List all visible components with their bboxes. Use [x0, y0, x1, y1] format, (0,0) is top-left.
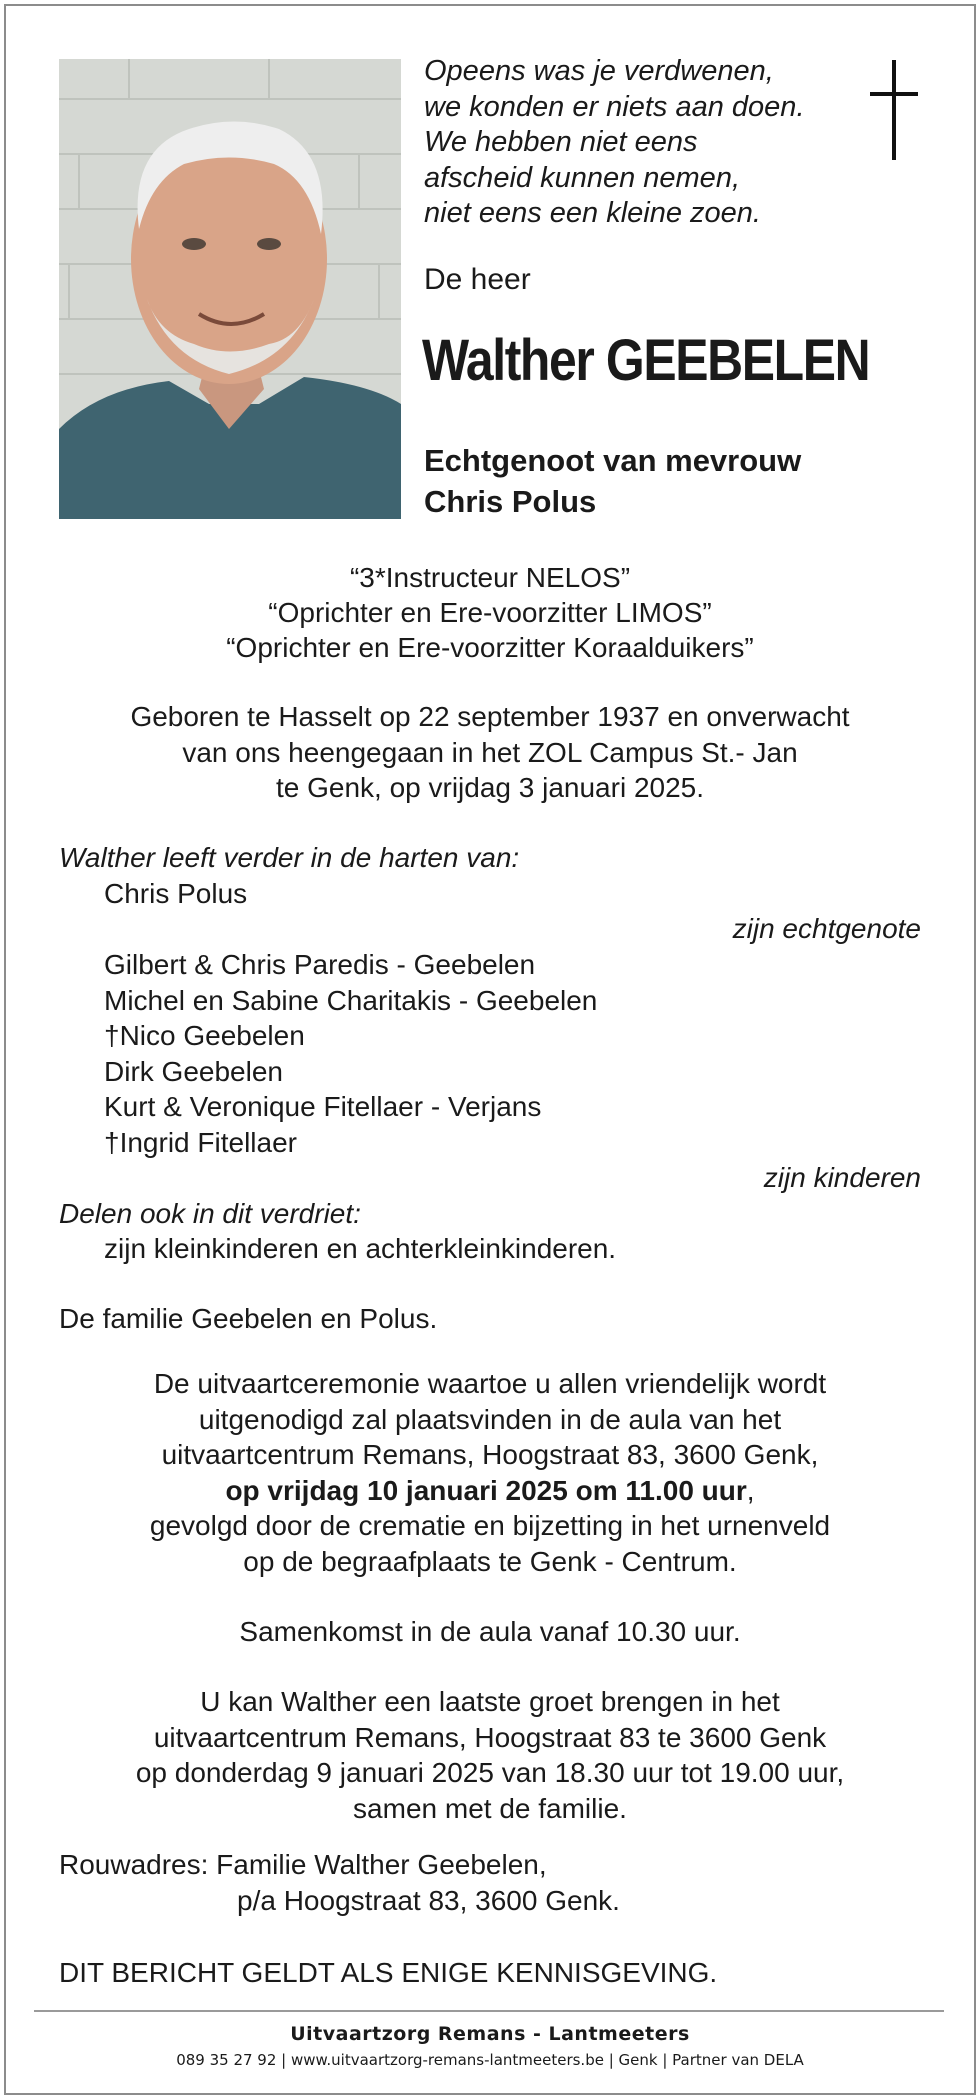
poem-line: niet eens een kleine zoen. — [424, 197, 761, 229]
gathering-line: Samenkomst in de aula vanaf 10.30 uur. — [239, 1616, 741, 1647]
children-relation: zijn kinderen — [763, 1162, 921, 1193]
viewing-line: U kan Walther een laatste groet brengen in het — [200, 1686, 780, 1717]
title-line: “Oprichter en Ere-voorzitter LIMOS” — [268, 597, 712, 628]
titles-block — [0, 560, 980, 665]
address-line: p/a Hoogstraat 83, 3600 Genk. — [237, 1884, 620, 1916]
funeral-home-name: Uitvaartzorg Remans - Lantmeeters — [290, 2023, 690, 2045]
deceased-name: Walther GEEBELEN — [422, 328, 870, 393]
spouse-line: Echtgenoot van mevrouw — [424, 443, 802, 478]
birth-line: Geboren te Hasselt op 22 september 1937 en onverwacht — [130, 701, 850, 732]
grandchildren-line: zijn kleinkinderen en achterkleinkinderen. — [104, 1233, 617, 1264]
child-entry: Kurt & Veronique Fitellaer - Verjans — [104, 1091, 542, 1122]
ceremony-line: uitgenodigd zal plaatsvinden in de aula van het — [198, 1403, 782, 1435]
viewing-line: op donderdag 9 januari 2025 van 18.30 uur tot 19.00 uur, — [135, 1757, 845, 1788]
child-entry: †Ingrid Fitellaer — [104, 1126, 297, 1158]
birth-line: van ons heengegaan in het ZOL Campus St.- Jan — [182, 736, 798, 768]
birth-line: te Genk, op vrijdag 3 januari 2025. — [275, 772, 705, 803]
title-line: “3*Instructeur NELOS” — [349, 562, 631, 593]
child-entry: Gilbert & Chris Paredis - Geebelen — [104, 949, 536, 980]
poem — [424, 54, 854, 232]
share-intro: Delen ook in dit verdriet: — [59, 1198, 361, 1229]
child-entry: Dirk Geebelen — [104, 1055, 283, 1087]
ceremony-line: De uitvaartceremonie waartoe u allen vriendelijk wordt — [153, 1368, 827, 1399]
child-entry: †Nico Geebelen — [104, 1020, 305, 1051]
ceremony-line: gevolgd door de crematie en bijzetting in het urnenveld — [149, 1510, 831, 1541]
latin-cross-icon — [864, 60, 924, 160]
poem-line: Opeens was je verdwenen, — [424, 55, 774, 87]
viewing-line: uitvaartcentrum Remans, Hoogstraat 83 te 3600 Genk — [153, 1721, 827, 1753]
children-list — [59, 947, 597, 1160]
ceremony-date-suffix: , — [746, 1474, 755, 1506]
ceremony-line: uitvaartcentrum Remans, Hoogstraat 83, 3600 Genk, — [161, 1439, 819, 1470]
child-entry: Michel en Sabine Charitakis - Geebelen — [104, 984, 598, 1016]
mourning-address — [59, 1847, 620, 1918]
portrait-photo — [59, 59, 401, 519]
family-line: De familie Geebelen en Polus. — [59, 1303, 438, 1334]
poem-line: We hebben niet eens — [424, 126, 698, 158]
birth-death-block — [0, 699, 980, 806]
spouse-survivor: Chris Polus — [104, 878, 248, 909]
ceremony-line: op de begraafplaats te Genk - Centrum. — [243, 1545, 737, 1577]
funeral-home-contact: 089 35 27 92 | www.uitvaartzorg-remans-lantmeeters.be | Genk | Partner van DELA — [176, 2051, 804, 2069]
viewing-block — [0, 1684, 980, 1826]
viewing-line: samen met de familie. — [353, 1792, 627, 1824]
spouse-block — [424, 440, 801, 522]
survivors-intro: Walther leeft verder in de harten van: — [59, 842, 520, 873]
ceremony-date-line — [0, 1473, 980, 1509]
address-line: Rouwadres: Familie Walther Geebelen, — [59, 1849, 547, 1880]
spouse-line: Chris Polus — [424, 484, 597, 519]
poem-line: afscheid kunnen nemen, — [424, 161, 740, 194]
ceremony-block — [0, 1366, 980, 1579]
portrait-photo-icon — [59, 59, 401, 519]
honorific: De heer — [424, 263, 531, 296]
ceremony-date: op vrijdag 10 januari 2025 om 11.00 uur — [225, 1474, 747, 1506]
title-line: “Oprichter en Ere-voorzitter Koraalduikers” — [226, 632, 754, 663]
notice-line: DIT BERICHT GELDT ALS ENIGE KENNISGEVING. — [59, 1957, 718, 1988]
footer-divider — [34, 2010, 944, 2012]
poem-line: we konden er niets aan doen. — [424, 90, 805, 123]
spouse-relation: zijn echtgenote — [732, 913, 921, 944]
